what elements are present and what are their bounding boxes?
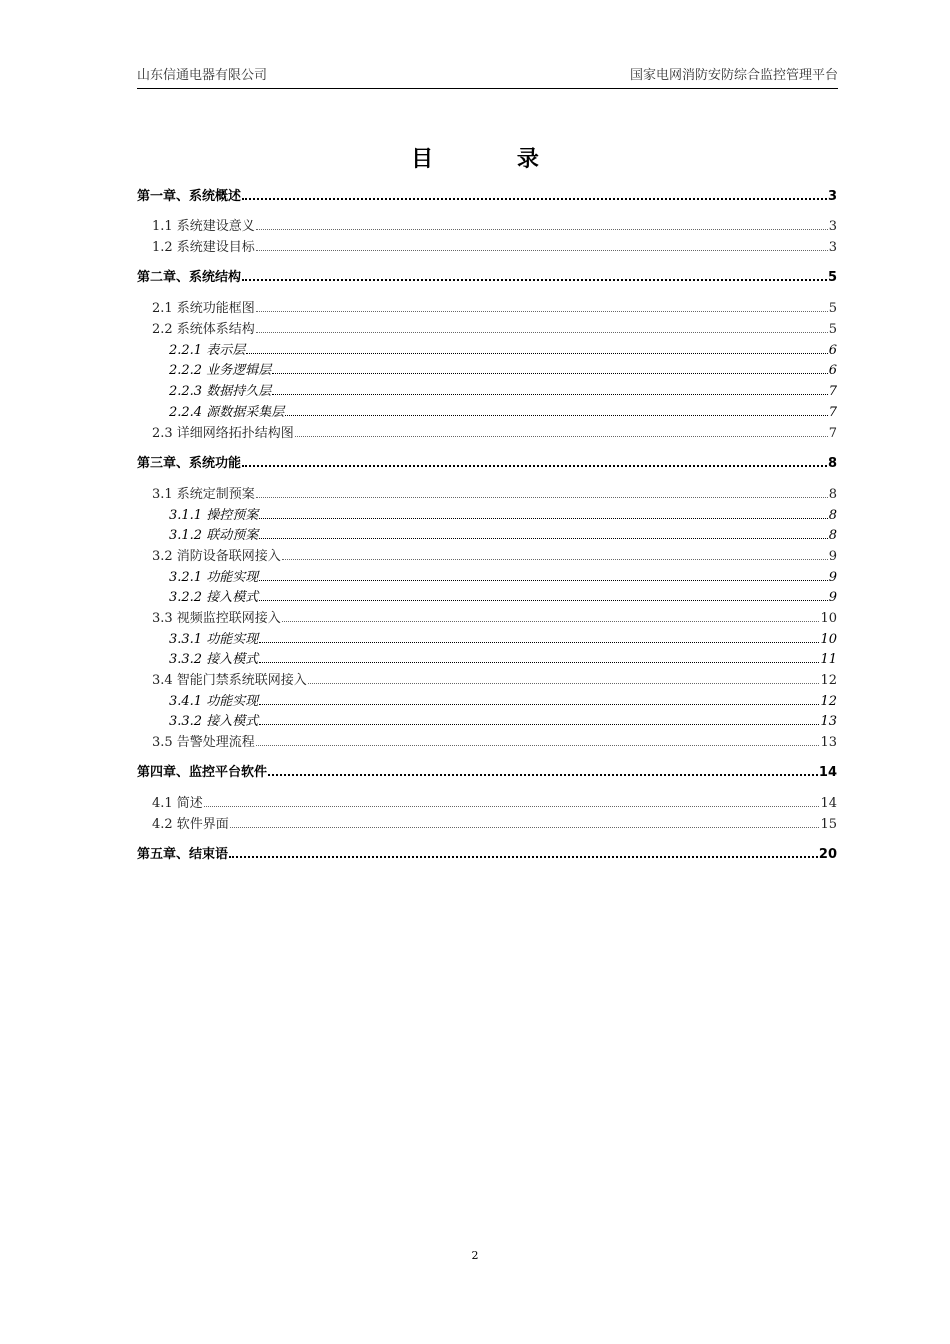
toc-chapter[interactable] (137, 760, 837, 780)
dot-leader (242, 279, 827, 281)
toc-entry[interactable] (137, 214, 837, 234)
toc-entry[interactable] (137, 606, 837, 626)
toc-entry-text: 3.4.1 功能实现 (169, 694, 259, 709)
toc-entry[interactable] (137, 668, 837, 688)
toc-entry-text: 2.2.1 表示层 (169, 343, 246, 358)
toc-entry-text: 3.4 智能门禁系统联网接入 (152, 673, 307, 688)
toc-entry-text: 2.3 详细网络拓扑结构图 (152, 426, 294, 441)
toc-entry-text: 第二章、系统结构 (137, 270, 242, 285)
toc-entry-text: 3.3.1 功能实现 (169, 632, 259, 647)
toc-entry-text: 2.2.4 源数据采集层 (169, 405, 285, 420)
toc-entry[interactable] (137, 730, 837, 750)
toc-page-number: 6 (828, 343, 837, 358)
toc-entry[interactable] (137, 689, 837, 709)
toc-page-number: 14 (818, 765, 837, 780)
toc-page-number: 8 (828, 528, 837, 543)
toc-entry[interactable] (137, 544, 837, 564)
toc-page-number: 8 (828, 487, 837, 502)
toc-entry-text: 1.1 系统建设意义 (152, 219, 255, 234)
toc-entry-text: 3.3.2 接入模式 (169, 652, 259, 667)
toc-page-number: 5 (827, 270, 837, 285)
toc-entry-text: 3.3.2 接入模式 (169, 714, 259, 729)
toc-entry-text: 4.2 软件界面 (152, 817, 229, 832)
toc-page-number: 12 (820, 694, 837, 709)
toc-entry[interactable] (137, 709, 837, 729)
toc-entry[interactable] (137, 235, 837, 255)
dot-leader (268, 774, 818, 776)
toc-page-number: 6 (828, 363, 837, 378)
toc-page-number: 10 (820, 611, 837, 626)
toc-entry[interactable] (137, 523, 837, 543)
page-header (137, 67, 838, 89)
toc-entry-text: 3.2.1 功能实现 (169, 570, 259, 585)
toc-title: 目 录 (411, 147, 577, 172)
toc-entry-text: 第四章、监控平台软件 (137, 765, 268, 780)
dot-leader (259, 662, 819, 663)
toc-page-number: 3 (828, 219, 837, 234)
dot-leader (282, 559, 828, 560)
dot-leader (308, 683, 820, 684)
toc-entry-text: 第三章、系统功能 (137, 456, 242, 471)
toc-page-number: 9 (828, 590, 837, 605)
toc-entry-text: 2.2.2 业务逻辑层 (169, 363, 272, 378)
dot-leader (272, 373, 828, 374)
dot-leader (256, 311, 828, 312)
toc-entry-text: 1.2 系统建设目标 (152, 240, 255, 255)
toc-entry[interactable] (137, 565, 837, 585)
toc-page-number: 3 (827, 189, 837, 204)
toc-page-number: 8 (828, 508, 837, 523)
toc-chapter[interactable] (137, 265, 837, 285)
toc-page-number: 12 (820, 673, 837, 688)
toc-entry[interactable] (137, 585, 837, 605)
dot-leader (259, 600, 828, 601)
toc-entry[interactable] (137, 647, 837, 667)
page-number: 2 (471, 1249, 479, 1262)
toc-entry-text: 3.1 系统定制预案 (152, 487, 255, 502)
toc-entry-text: 3.2.2 接入模式 (169, 590, 259, 605)
dot-leader (256, 229, 828, 230)
toc-page-number: 13 (820, 735, 837, 750)
toc-entry[interactable] (137, 358, 837, 378)
toc-entry[interactable] (137, 482, 837, 502)
dot-leader (259, 642, 819, 643)
toc-entry-text: 4.1 简述 (152, 796, 203, 811)
toc-page-number: 15 (820, 817, 837, 832)
toc-page-number: 20 (818, 847, 837, 862)
toc-entry-text: 3.1.2 联动预案 (169, 528, 259, 543)
toc-entry-text: 3.1.1 操控预案 (169, 508, 259, 523)
toc-entry[interactable] (137, 627, 837, 647)
toc-entry-text: 第一章、系统概述 (137, 189, 242, 204)
toc-entry[interactable] (137, 338, 837, 358)
toc-entry[interactable] (137, 379, 837, 399)
dot-leader (259, 704, 819, 705)
toc-entry-text: 2.1 系统功能框图 (152, 301, 255, 316)
toc-entry-text: 2.2.3 数据持久层 (169, 384, 272, 399)
dot-leader (259, 580, 828, 581)
toc-page-number: 9 (828, 549, 837, 564)
toc-entry-text: 第五章、结束语 (137, 847, 229, 862)
toc-page-number: 5 (828, 322, 837, 337)
toc-entry-text: 3.2 消防设备联网接入 (152, 549, 281, 564)
dot-leader (230, 827, 820, 828)
toc-entry[interactable] (137, 317, 837, 337)
dot-leader (256, 250, 828, 251)
toc-entry-text: 2.2 系统体系结构 (152, 322, 255, 337)
toc-entry[interactable] (137, 400, 837, 420)
dot-leader (242, 465, 827, 467)
dot-leader (256, 497, 828, 498)
toc-chapter[interactable] (137, 451, 837, 471)
dot-leader (242, 198, 827, 200)
dot-leader (272, 394, 828, 395)
toc-entry[interactable] (137, 296, 837, 316)
dot-leader (259, 518, 828, 519)
dot-leader (246, 353, 828, 354)
dot-leader (259, 538, 828, 539)
toc-chapter[interactable] (137, 184, 837, 204)
toc-page-number: 14 (820, 796, 837, 811)
dot-leader (285, 415, 828, 416)
toc-page-number: 3 (828, 240, 837, 255)
toc-page-number: 7 (828, 426, 837, 441)
dot-leader (256, 332, 828, 333)
toc-chapter[interactable] (137, 842, 837, 862)
document-title: 国家电网消防安防综合监控管理平台 (629, 68, 838, 83)
dot-leader (282, 621, 820, 622)
dot-leader (204, 806, 820, 807)
toc-page-number: 8 (827, 456, 837, 471)
toc-page-number: 5 (828, 301, 837, 316)
company-name: 山东信通电器有限公司 (137, 68, 268, 83)
dot-leader (259, 724, 819, 725)
dot-leader (256, 745, 820, 746)
toc-entry[interactable] (137, 503, 837, 523)
dot-leader (295, 436, 828, 437)
toc-page-number: 7 (828, 405, 837, 420)
toc-page-number: 13 (820, 714, 837, 729)
toc-page-number: 9 (828, 570, 837, 585)
toc-entry[interactable] (137, 791, 837, 811)
toc-page-number: 7 (828, 384, 837, 399)
toc-entry[interactable] (137, 812, 837, 832)
toc-page-number: 11 (820, 652, 837, 667)
toc-entry-text: 3.5 告警处理流程 (152, 735, 255, 750)
toc-page-number: 10 (820, 632, 837, 647)
dot-leader (229, 856, 818, 858)
toc-entry[interactable] (137, 421, 837, 441)
toc-entry-text: 3.3 视频监控联网接入 (152, 611, 281, 626)
